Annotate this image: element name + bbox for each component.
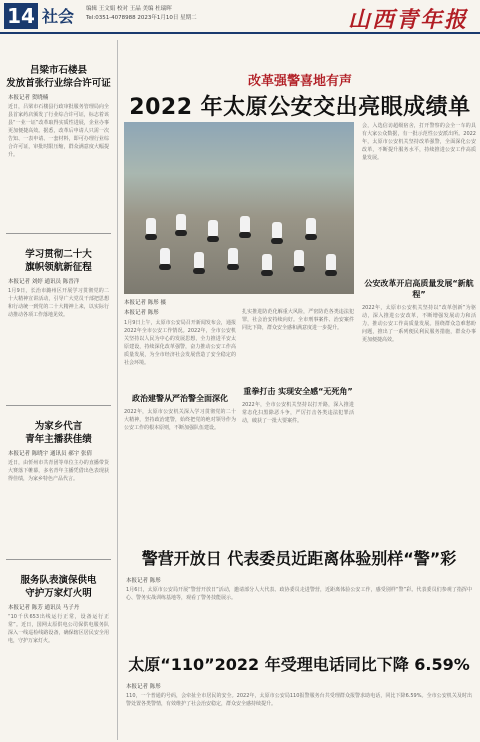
masthead-meta [86, 5, 286, 23]
police-motorcade-photo [124, 122, 354, 294]
lead-column-2 [242, 308, 354, 531]
newspaper-logo: 山西青年报 [347, 7, 468, 33]
article-byline: 本报记者 刘婷 通讯员 陈晋洋 [8, 279, 80, 285]
article-title: 为家乡代言 青年主播获佳绩 [25, 421, 92, 445]
lead-body-1: 1月9日上午，太原市公安局召开新闻发布会，通报2022年全市公安工作情况。2022年，全市公安机关坚持以人民为中心的发展思想，全力推进平安太原建设，持续深化改革强警，奋力推动公安工作高质量发展，为全市经济社会发展营造了安全稳定的社会环境。 [124, 320, 236, 366]
divider [6, 559, 111, 560]
article-body: “10千伏653出线运行正常，设备运行正常”。近日，国网太原供电公司保供电服务队深入一线巡检线路设备，确保辖区居民安全用电，守护万家灯火。 [8, 614, 109, 644]
phone-date-line: Tel:0351-4078988 2023年1月10日 星期二 [86, 15, 197, 21]
article-shilou [0, 64, 117, 227]
lead-subhead-3: 公安改革开启高质量发展“新航程” [364, 279, 474, 299]
article-body: 近日，吕梁市石楼县行政审批服务管理局向全县首家药店颁发了行业综合许可证，标志着该县“一业一证”改革取得实质性进展，企业办事更加便捷高效。据悉，改革后申请人只需一次告知、一表申请、一套材料，即可办理行业综合许可证，审批时限压缩，群众满意度大幅提升。 [8, 104, 109, 158]
article-title: 学习贯彻二十大 旗帜领航新征程 [25, 249, 92, 273]
article-youth [0, 420, 117, 553]
article-body: 1月9日，长治市潞州区开展学习贯彻党的二十大精神宣讲活动，引导广大党员干部把思想和行动统一到党的二十大精神上来，以实际行动推动各项工作落地见效。 [8, 288, 109, 318]
lead-byline: 本报记者 陈彤 [124, 310, 159, 316]
article-title: 服务队表演保供电 守护万家灯火明 [20, 575, 97, 599]
lead-kicker: 改革强警喜地有声 [247, 74, 352, 89]
divider [6, 405, 111, 406]
lead-body-3: 会，入选信访超级宿舍，打开警察的会全一车的具有大家公众数据，有一批示范性公安派出所。2022年，太原市公安机关坚持改革强警，全面深化公安改革，不断提升服务水平，持续推进公安工作高质量发展。 [362, 123, 476, 161]
article-byline: 本报记者 陈晓宇 通讯员 郝宇 张倩 [8, 451, 92, 457]
open-day-byline: 本报记者 陈彤 [126, 578, 161, 584]
article-body: 近日，由忻州市共青团等单位主办的直播带货大赛落下帷幕，多名青年主播凭借出色表现获得佳绩，为家乡特色产品代言。 [8, 460, 109, 482]
article-study [0, 248, 117, 399]
photo-caption: 本报记者 陈彤 摄 [124, 300, 166, 306]
lead-body-3b: 2022年，太原市公安机关坚持以“改革创新”为驱动，深入推进公安改革，不断增强发展动力和活力，推动公安工作高质量发展。围绕群众急难愁盼问题，推出了一系列便民利民服务措施，群众办事更加便捷高效。 [362, 305, 476, 343]
section-title: 社会 [42, 7, 75, 26]
left-news-column [0, 40, 118, 740]
masthead [0, 0, 480, 34]
110-byline: 本报记者 陈彤 [126, 684, 161, 690]
article-byline: 本报记者 陈芳 通讯员 马子丹 [8, 605, 80, 611]
lead-body-2: 扎实推进防范化解重大风险，严密防范各类违法犯罪，社会治安持续向好。全市刑事案件、治安案件同比下降，群众安全感和满意度进一步提升。 [242, 309, 354, 331]
lead-column-1 [124, 308, 236, 538]
page-number: 14 [4, 3, 38, 29]
editors-line: 编辑 王文娟 校对 王晶 美编 杜瑞晖 [86, 6, 172, 12]
lead-body-1b: 2022年，太原市公安机关深入学习贯彻党的二十大精神，坚持政治建警，始终把党的绝对领导作为公安工作的根本原则，不断加强队伍建设。 [124, 409, 236, 431]
lead-column-3 [362, 122, 476, 544]
article-power [0, 574, 117, 713]
110-headline: 太原“110”2022 年受理电话同比下降 6.59% [128, 655, 470, 674]
lead-subhead-1: 政治建警从严治警全面深化 [132, 394, 228, 403]
open-day-body: 1月6日，太原市公安局开展“警营开放日”活动，邀请部分人大代表、政协委员走进警营，近距离体验公安工作，感受别样“警”彩。代表委员们参观了指挥中心、警务实战训练基地等，观看了警务技能展示。 [126, 587, 472, 601]
lead-subhead-2: 重拳打击 实现安全感“无死角” [243, 387, 353, 396]
110-body: 110，一个普通的号码，会牵扯全市居民的安全。2022年，太原市公安局110报警服务台共受理群众报警求助电话，同比下降6.59%。全市公安机关及时出警处置各类警情，有效维护了社会治安稳定，群众安全感持续提升。 [126, 693, 472, 707]
article-byline: 本报记者 贺晓楠 [8, 95, 49, 101]
lead-headline: 2022 年太原公安交出亮眼成绩单 [129, 95, 471, 120]
article-title: 吕梁市石楼县 发放首张行业综合许可证 [6, 65, 111, 89]
open-day-headline: 警营开放日 代表委员近距离体验别样“警”彩 [141, 549, 457, 568]
lead-body-2b: 2022年，全市公安机关坚持以打开路，深入推进常态化扫黑除恶斗争，严厉打击各类违法犯罪活动，破获了一批大要案件。 [242, 402, 354, 424]
divider [6, 233, 111, 234]
